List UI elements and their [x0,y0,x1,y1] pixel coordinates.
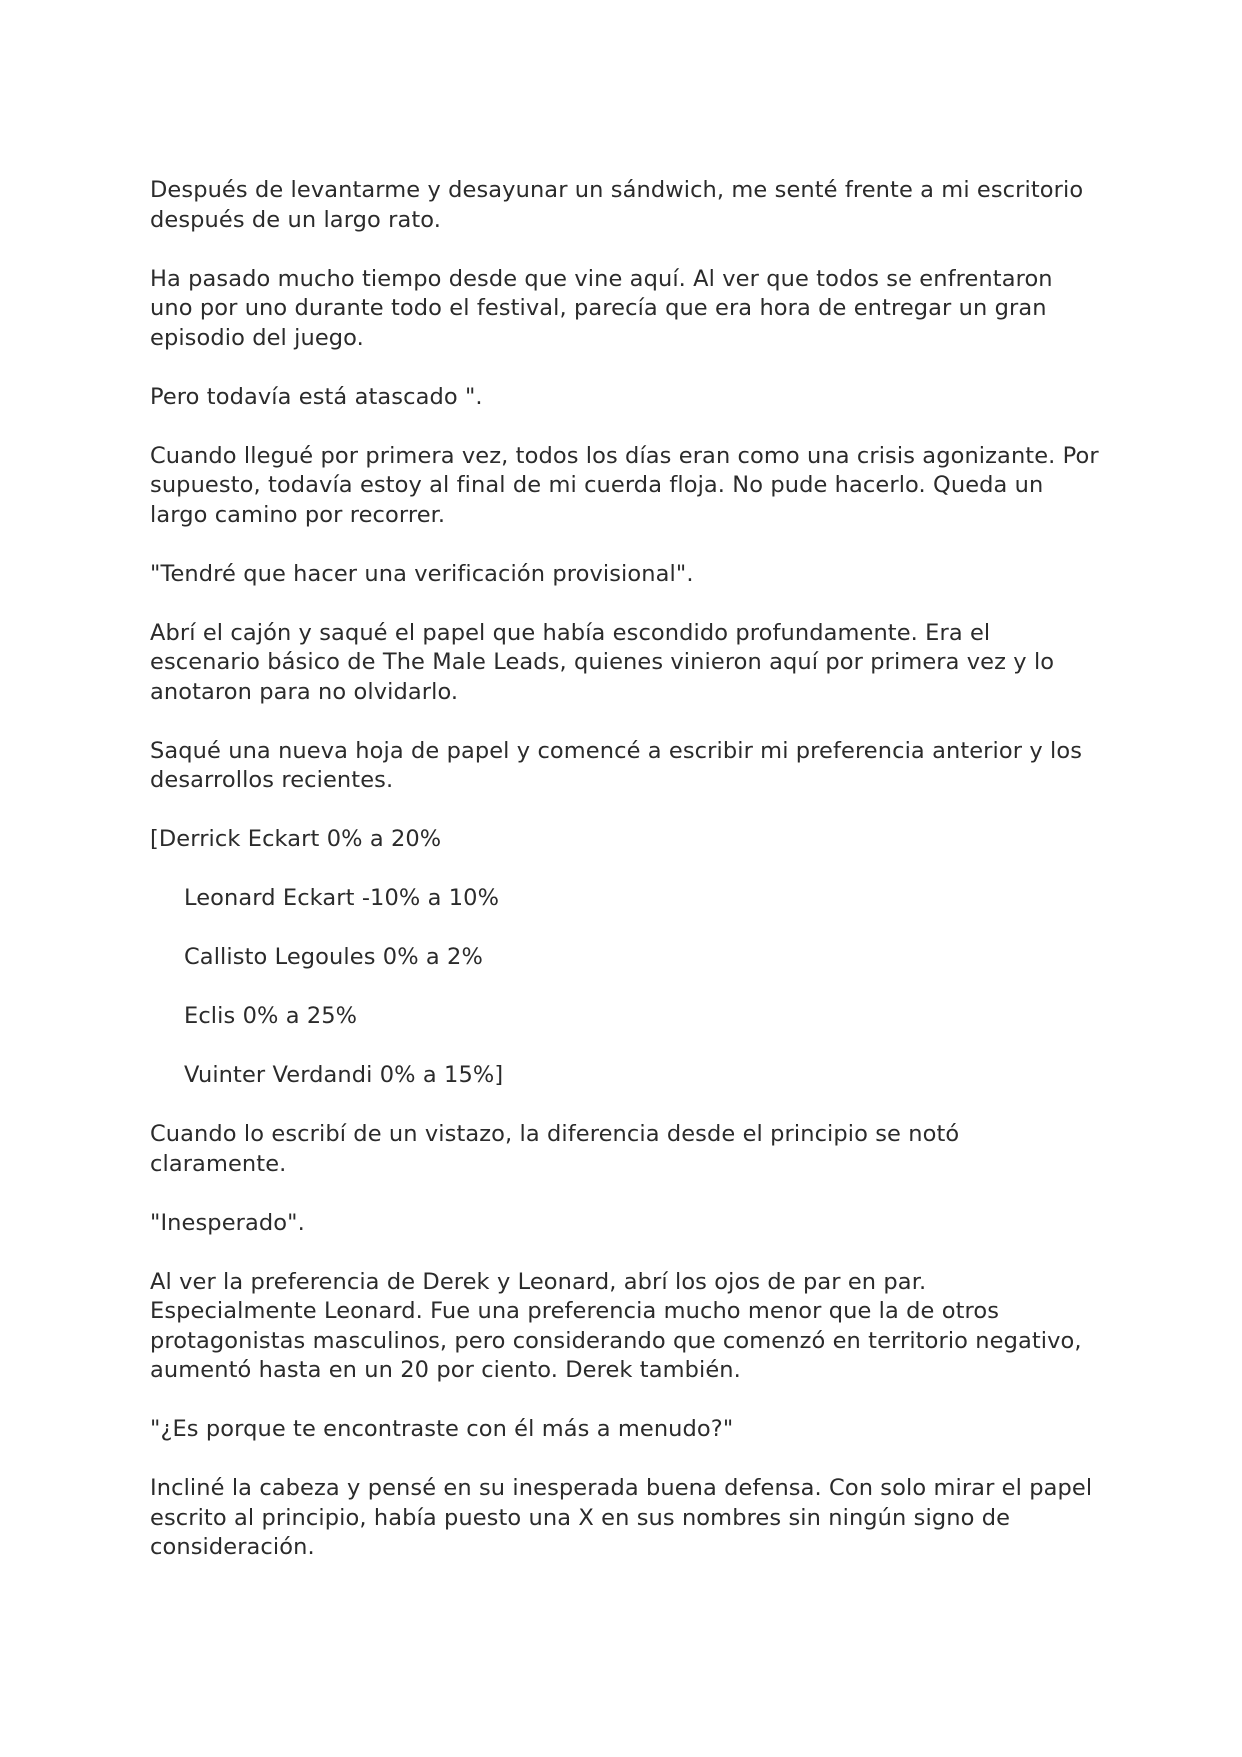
paragraph: Pero todavía está atascado ". [150,383,483,410]
paragraph: Incliné la cabeza y pensé en su inesperada buena defensa. Con solo mirar el papel escrito al principio, había puesto una X en sus nombres sin ningún signo de consideración. [150,1475,1093,1560]
preference-list-item: [Derrick Eckart 0% a 20% [150,826,442,852]
paragraph: Al ver la preferencia de Derek y Leonard, abrí los ojos de par en par. Especialmente Leonard. Fue una preferencia mucho menor que la de otros protagonistas masculinos, pero considerando que comenzó en territorio negativo, aumentó hasta en un 20 por ciento. Derek también. [150,1268,1082,1383]
preference-list-item: Vuinter Verdandi 0% a 15%] [184,1062,504,1088]
paragraph: Cuando llegué por primera vez, todos los días eran como una crisis agonizante. Por supuesto, todavía estoy al final de mi cuerda floja. No pude hacerlo. Queda un largo camino por recorrer. [150,442,1099,528]
paragraph: Después de levantarme y desayunar un sándwich, me senté frente a mi escritorio después de un largo rato. [150,177,1084,233]
dialogue-line: "Inesperado". [150,1209,305,1236]
paragraph: Saqué una nueva hoja de papel y comencé a escribir mi preferencia anterior y los desarrollos recientes. [150,737,1083,793]
preference-list-item: Eclis 0% a 25% [184,1003,358,1029]
paragraph: Abrí el cajón y saqué el papel que había escondido profundamente. Era el escenario básico de The Male Leads, quienes vinieron aquí por primera vez y lo anotaron para no olvidarlo. [150,619,1055,705]
preference-list-item: Callisto Legoules 0% a 2% [184,944,483,970]
paragraph: Ha pasado mucho tiempo desde que vine aquí. Al ver que todos se enfrentaron uno por uno durante todo el festival, parecía que era hora de entregar un gran episodio del juego. [150,265,1053,351]
dialogue-line: "Tendré que hacer una verificación provisional". [150,560,694,587]
preference-list-item: Leonard Eckart -10% a 10% [184,885,500,911]
document-body [150,176,1100,1592]
paragraph: Cuando lo escribí de un vistazo, la diferencia desde el principio se notó claramente. [150,1121,960,1177]
dialogue-line: "¿Es porque te encontraste con él más a menudo?" [150,1416,734,1442]
